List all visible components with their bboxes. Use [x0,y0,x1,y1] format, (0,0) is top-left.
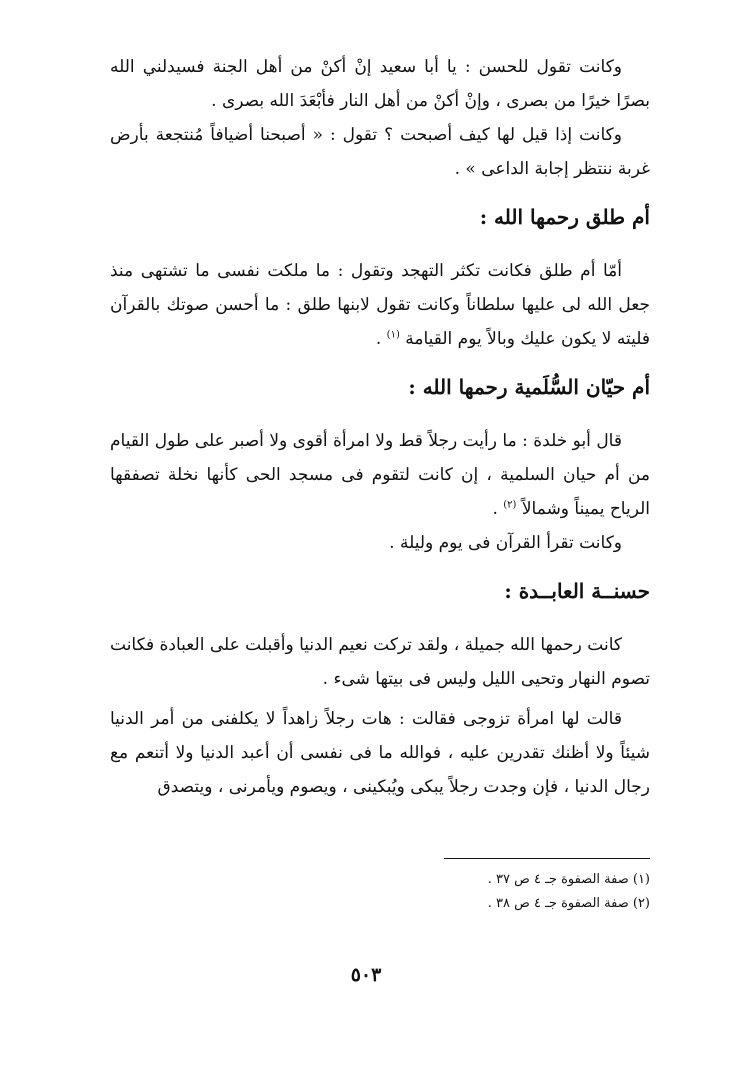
paragraph-text: أمّا أم طلق فكانت تكثر التهجد وتقول : ما ملكت نفسى ما تشتهى منذ جعل الله لى عليها سلطاناً وكانت تقول لابنها طلق : ما أحسن صوتك بالقرآن فليته لا يكون عليك وبالاً يوم القيامة [110,261,650,349]
paragraph: كانت رحمها الله جميلة ، ولقد تركت نعيم الدنيا وأقبلت على العبادة فكانت تصوم النهار وتحيى الليل وليس فى بيتها شىء . [110,635,650,689]
paragraph: قالت لها امرأة تزوجى فقالت : هات رجلاً زاهداً لا يكلفنى من أمر الدنيا شيئاً ولا أظنك تقدرين عليه ، فوالله ما فى نفسى أن أعبد الدنيا ولا أتنعم مع رجال الدنيا ، فإن وجدت رجلاً يبكى ويُبكينى ، ويصوم ويأمرنى ، ويتصدق [110,709,650,797]
section-heading: حسنــة العابــدة : [504,579,650,603]
footnote-ref: (٢) [503,499,517,511]
paragraph-tail: . [375,329,387,349]
footnote: (٢) صفة الصفوة جـ ٤ ص ٣٨ . [487,896,650,911]
footnote-ref: (١) [386,329,400,341]
footnote: (١) صفة الصفوة جـ ٤ ص ٣٧ . [487,872,650,887]
section-heading: أم طلق رحمها الله : [479,205,650,229]
footnote-divider [444,858,650,859]
footnotes [420,868,650,916]
paragraph [110,254,650,356]
page-number: ٥٠٣ [350,964,382,986]
paragraph [110,424,650,526]
paragraph-text: قال أبو خلدة : ما رأيت رجلاً قط ولا امرأة أقوى ولا أصبر على طول القيام من أم حيان السلمية ، إن كانت لتقوم فى مسجد الحى كأنها نخلة تصفقها الرياح يميناً وشمالاً [110,431,651,519]
paragraph: وكانت تقول للحسن : يا أبا سعيد إنْ أكنْ من أهل الجنة فسيدلني الله بصرًا خيرًا من بصرى ، وإنْ أكنْ من أهل النار فأبْعَدَ الله بصرى . [110,57,650,111]
paragraph: وكانت إذا قيل لها كيف أصبحت ؟ تقول : « أصبحنا أضيافاً مُنتجعة بأرض غربة ننتظر إجابة الداعى » . [110,125,650,179]
page-body [110,50,650,804]
paragraph-tail: . [492,499,504,519]
paragraph: وكانت تقرأ القرآن فى يوم وليلة . [389,533,622,553]
section-heading: أم حيّان السُّلَمية رحمها الله : [408,375,650,399]
